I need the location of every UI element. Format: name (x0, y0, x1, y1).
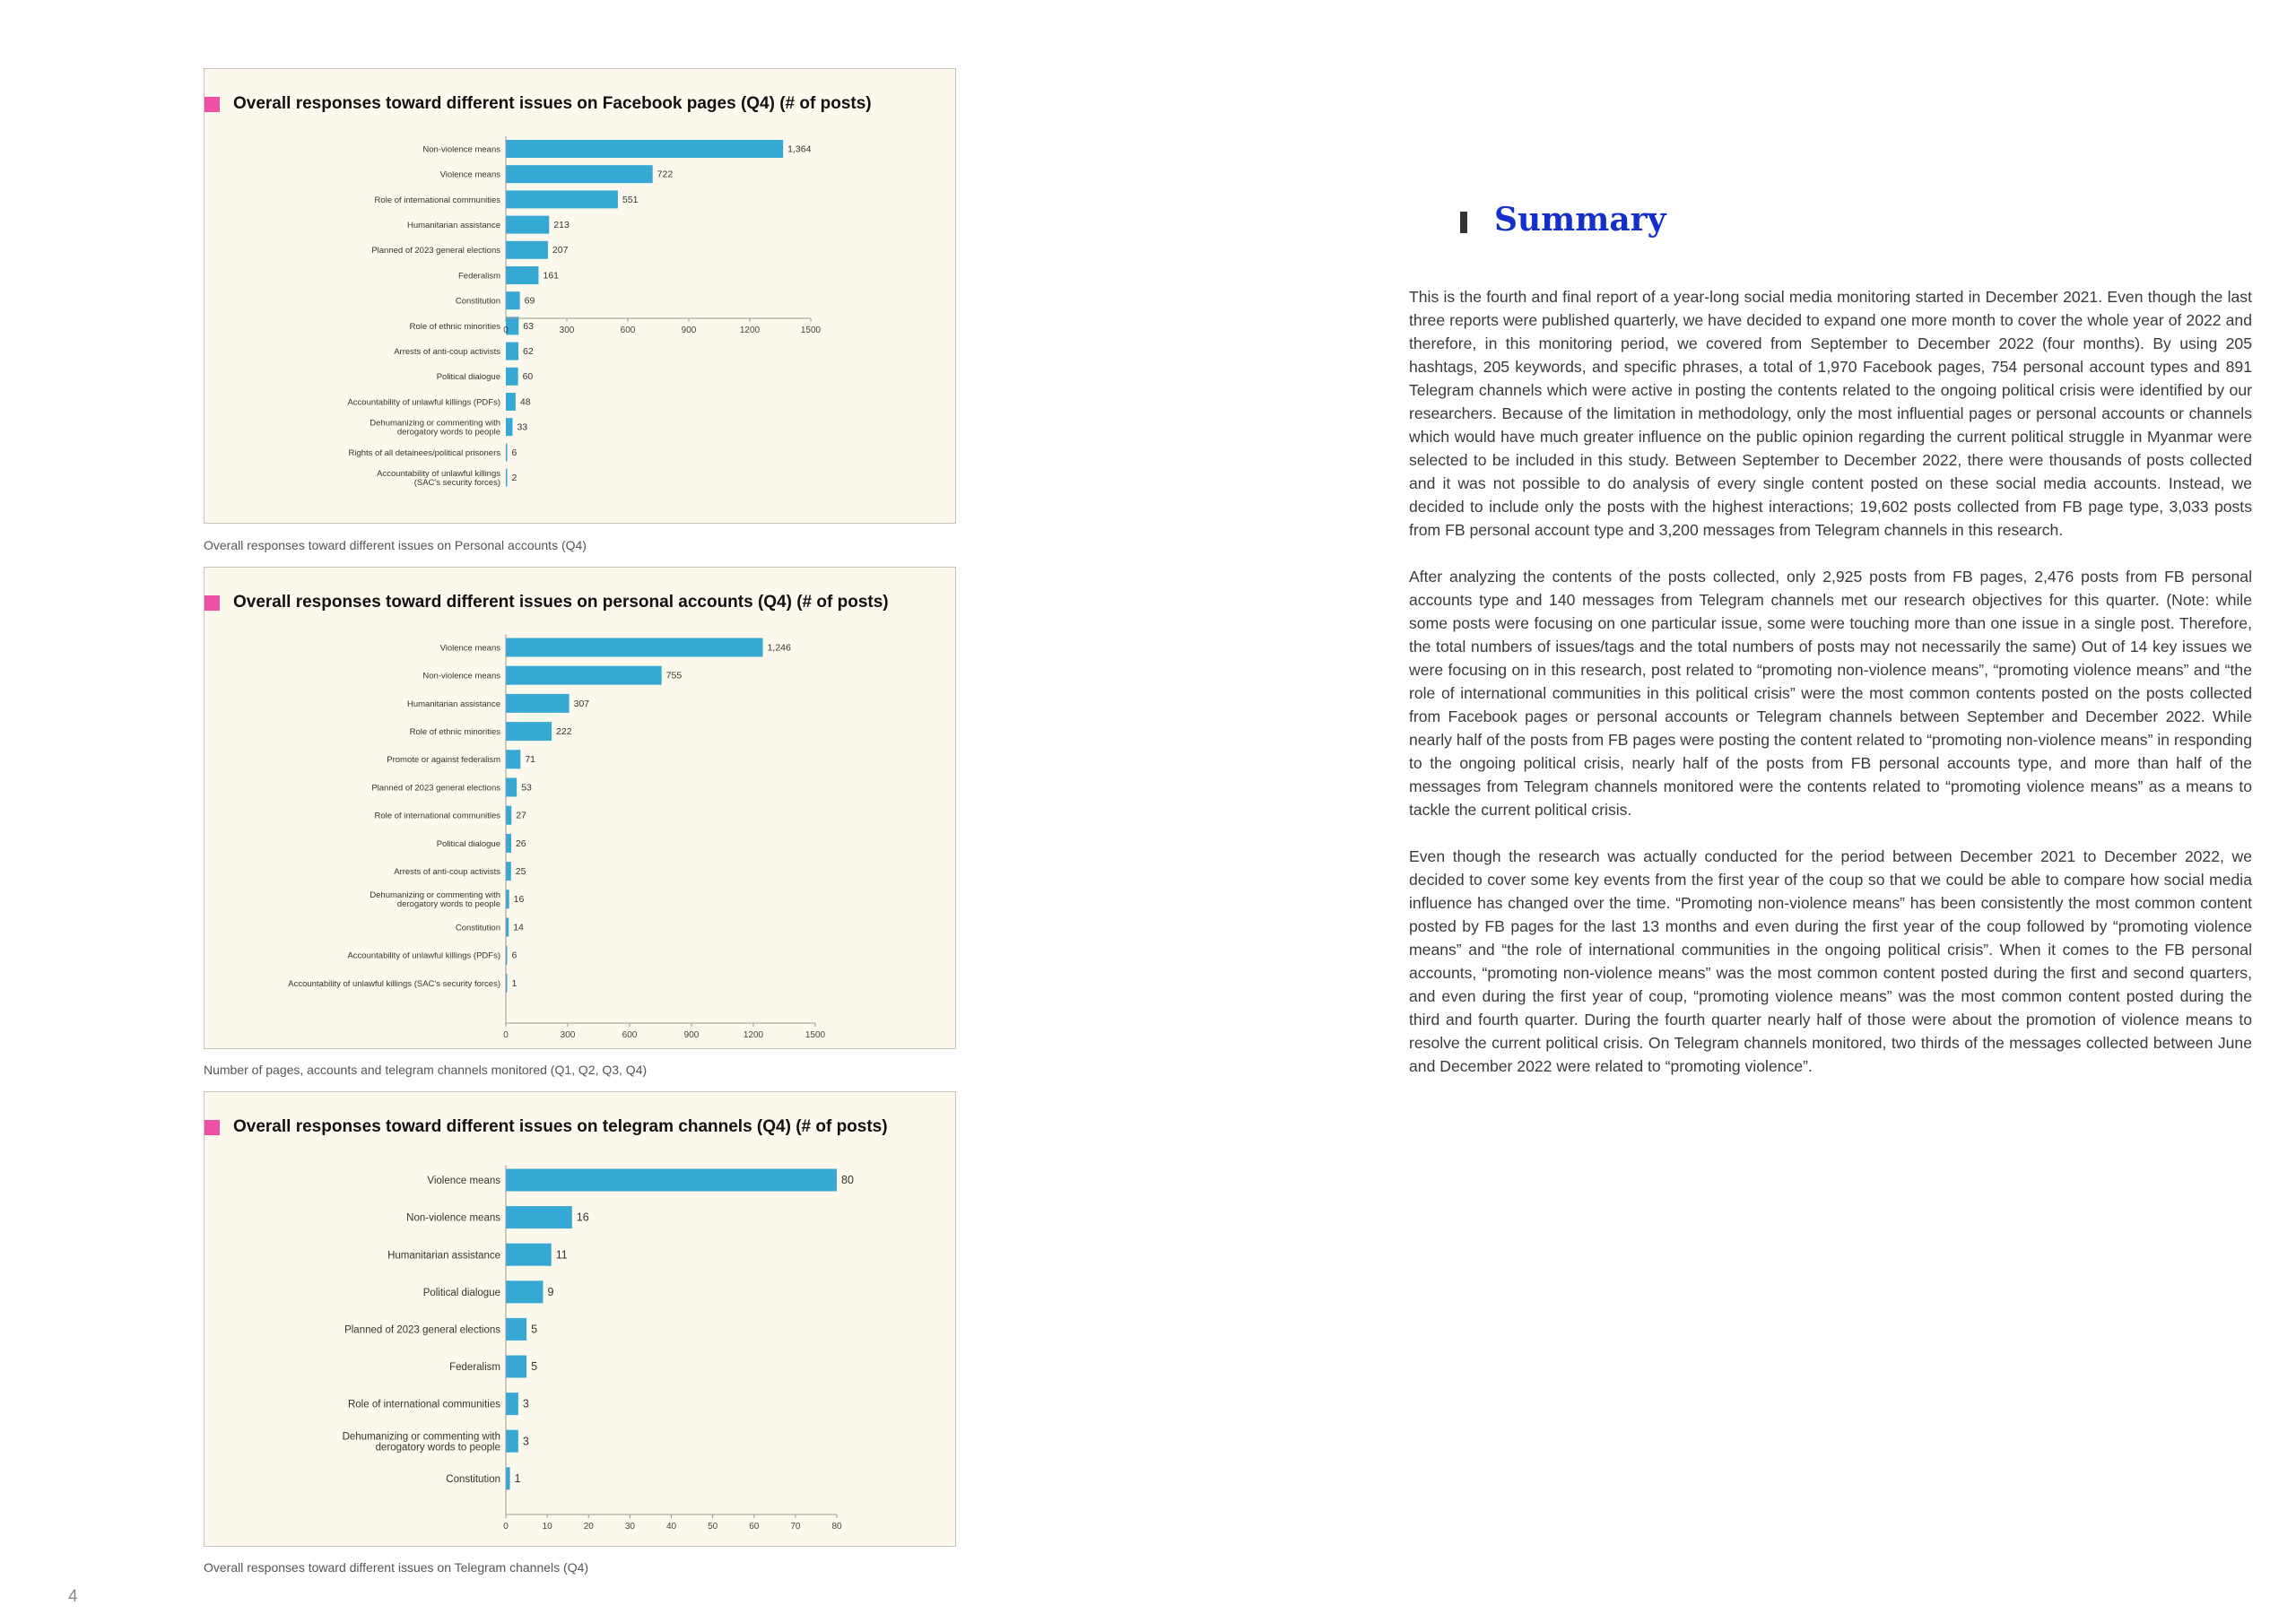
bar-value-label: 307 (573, 698, 590, 709)
category-label: Constitution (455, 923, 500, 933)
x-tick-label: 300 (559, 325, 575, 335)
category-label: derogatory words to people (396, 427, 500, 438)
summary-heading: Summary (1494, 201, 1666, 239)
bar-value-label: 1 (514, 1471, 521, 1485)
x-tick-label: 1500 (804, 1030, 826, 1040)
bar-value-label: 6 (511, 447, 517, 458)
category-label: Humanitarian assistance (406, 699, 500, 709)
summary-paragraph: After analyzing the contents of the posts collected, only 2,925 posts from FB pages, 2,476 posts from FB personal accounts type and 140 messages from Telegram channels met our research objectives for this quarter. (Note: while some posts were focusing on one particular issue, some were touching more than one issue in a single post. Therefore, the total numbers of issues/tags and the total numbers of posts may not necessarily the same) Out of 14 key issues we were focusing on in this research, post related to “promoting non-violence means”, “promoting violence means” and “the role of international communities in this political crisis” were the most common contents posted on the posts collected from Facebook pages or personal accounts or Telegram channels between September and December 2022. While nearly half of the posts from FB pages were posting the content related to “promoting non-violence means” in responding to the ongoing political crisis, nearly half of the posts from FB personal accounts type, and more than half of the messages from Telegram channels monitored were the contents related to “promoting violence means” as a means to tackle the current political crisis. (1409, 568, 2252, 819)
chart-bar (506, 722, 552, 741)
chart-bar (506, 890, 509, 908)
category-label: Accountability of unlawful killings (PDFs) (347, 950, 500, 961)
category-label: derogatory words to people (396, 899, 500, 910)
heading-marker (1460, 212, 1467, 233)
category-label: Humanitarian assistance (406, 221, 500, 231)
category-label: Non-violence means (422, 671, 500, 681)
bar-value-label: 207 (552, 245, 569, 256)
chart-bar (506, 1318, 526, 1341)
chart-bar (506, 1169, 837, 1192)
category-label: Dehumanizing or commenting with (342, 1431, 500, 1443)
bar-value-label: 551 (622, 194, 639, 205)
chart-bar (506, 750, 520, 768)
category-label: Federalism (458, 271, 500, 282)
chart-bar (506, 1430, 518, 1453)
x-tick-label: 300 (560, 1030, 576, 1040)
category-label: (SAC's security forces) (413, 478, 500, 489)
chart-bar (506, 1467, 510, 1489)
category-label: Violence means (439, 169, 500, 180)
chart-bar (506, 469, 508, 487)
bar-value-label: 53 (521, 782, 532, 794)
category-label: derogatory words to people (375, 1442, 500, 1454)
category-label: Promote or against federalism (387, 755, 500, 766)
summary-paragraph: This is the fourth and final report of a year-long social media monitoring started in December 2021. Even though the last three reports were published quarterly, we have decided to expand one more month to cover the whole year of 2022 and therefore, in this monitoring period, we covered from September to December 2022 (four months). By using 205 hashtags, 205 keywords, and specific phrases, a total of 1,970 Facebook pages, 754 personal account types and 891 Telegram channels which were active in posting the contents related to the ongoing political crisis were identified by our researchers. Because of the limitation in methodology, only the most influential pages or personal accounts or channels which would have much greater influence on the public opinion regarding the current political struggle in Myanmar were selected to be included in this study. Between September to December 2022, there were thousands of posts collected and it was not possible to do analysis of every single content posted on these social media accounts. Instead, we decided to include only the posts with the highest interactions; 19,602 posts collected from FB page type, 3,033 posts from FB personal account type and 3,200 messages from Telegram channels in this research. (1409, 288, 2252, 539)
bar-value-label: 80 (841, 1174, 854, 1187)
chart-bar (506, 291, 520, 309)
bar-value-label: 25 (515, 866, 526, 878)
bar-value-label: 27 (516, 810, 526, 821)
category-label: Role of international communities (374, 811, 500, 821)
bar-value-label: 755 (665, 670, 683, 681)
category-label: Non-violence means (406, 1212, 500, 1224)
chart-title: Overall responses toward different issues on telegram channels (Q4) (# of posts) (233, 1115, 888, 1139)
category-label: Political dialogue (422, 1287, 500, 1298)
bar-value-label: 3 (522, 1435, 529, 1448)
chart-bar (506, 834, 511, 853)
chart-bar (506, 140, 783, 158)
bar-value-label: 26 (515, 838, 526, 849)
category-label: Dehumanizing or commenting with (370, 418, 500, 429)
x-tick-label: 40 (665, 1522, 677, 1532)
x-tick-label: 600 (620, 325, 636, 335)
x-tick-label: 0 (503, 1522, 509, 1532)
category-label: Constitution (446, 1473, 500, 1485)
category-label: Dehumanizing or commenting with (370, 890, 500, 901)
bar-value-label: 5 (531, 1323, 538, 1336)
bar-value-label: 71 (525, 754, 536, 766)
chart-caption: Overall responses toward different issues on Telegram channels (Q4) (204, 1560, 589, 1575)
bar-chart-personal-accounts (204, 568, 957, 1050)
chart-bar (506, 266, 538, 284)
summary-body (1409, 285, 2252, 1101)
x-tick-label: 50 (708, 1522, 718, 1532)
bar-value-label: 5 (531, 1360, 538, 1374)
bar-chart-telegram-channels (204, 1092, 957, 1548)
chart-panel-facebook-pages (204, 68, 956, 524)
category-label: Role of ethnic minorities (409, 321, 500, 332)
chart-bar (506, 1206, 572, 1228)
category-label: Non-violence means (422, 144, 500, 155)
chart-bar (506, 165, 653, 183)
chart-bar (506, 1280, 544, 1303)
x-tick-label: 900 (683, 1030, 700, 1040)
bar-value-label: 161 (543, 270, 560, 282)
chart-panel-telegram-channels (204, 1091, 956, 1547)
chart-bar (506, 778, 517, 797)
chart-bar (506, 190, 618, 208)
bar-value-label: 1 (511, 977, 517, 989)
category-label: Violence means (439, 643, 500, 654)
x-tick-label: 0 (503, 325, 509, 335)
chart-bar (506, 241, 548, 259)
chart-bar (506, 806, 511, 825)
x-tick-label: 80 (831, 1522, 842, 1532)
chart-bar (506, 368, 518, 386)
bar-value-label: 222 (556, 726, 572, 738)
chart-bar (506, 694, 570, 713)
bar-chart-facebook-pages (204, 69, 957, 525)
bar-value-label: 213 (553, 220, 570, 231)
page-number: 4 (68, 1587, 78, 1606)
category-label: Planned of 2023 general elections (371, 246, 500, 256)
chart-bar (506, 1356, 526, 1378)
chart-bar (506, 666, 662, 685)
x-tick-label: 60 (749, 1522, 760, 1532)
bar-value-label: 69 (524, 295, 535, 307)
category-label: Role of international communities (347, 1399, 500, 1410)
x-tick-label: 1200 (739, 325, 761, 335)
chart-bar (506, 638, 763, 657)
bar-value-label: 63 (523, 320, 534, 332)
category-label: Accountability of unlawful killings (PDFs) (347, 397, 500, 408)
category-label: Planned of 2023 general elections (371, 783, 500, 794)
category-label: Arrests of anti-coup activists (394, 347, 500, 358)
x-tick-label: 1200 (743, 1030, 764, 1040)
category-label: Political dialogue (436, 372, 500, 383)
bar-value-label: 11 (555, 1248, 568, 1262)
category-label: Humanitarian assistance (387, 1250, 500, 1262)
x-tick-label: 10 (542, 1522, 552, 1532)
bar-value-label: 16 (576, 1211, 589, 1224)
x-tick-label: 20 (583, 1522, 594, 1532)
bar-value-label: 14 (513, 922, 524, 933)
chart-bar (506, 1393, 518, 1415)
chart-caption: Number of pages, accounts and telegram channels monitored (Q1, Q2, Q3, Q4) (204, 1063, 648, 1077)
category-label: Planned of 2023 general elections (344, 1324, 500, 1336)
chart-panel-personal-accounts (204, 567, 956, 1049)
bar-value-label: 9 (547, 1285, 554, 1298)
bar-value-label: 60 (522, 371, 534, 383)
chart-bar (506, 862, 511, 881)
chart-title: Overall responses toward different issues on Facebook pages (Q4) (# of posts) (233, 92, 872, 116)
x-tick-label: 900 (681, 325, 697, 335)
bar-value-label: 16 (513, 894, 525, 906)
chart-title: Overall responses toward different issues on personal accounts (Q4) (# of posts) (233, 591, 889, 614)
chart-bar (506, 443, 508, 461)
bar-value-label: 3 (522, 1397, 529, 1410)
chart-bar (506, 393, 516, 411)
category-label: Arrests of anti-coup activists (394, 867, 500, 878)
x-tick-label: 1500 (800, 325, 822, 335)
x-tick-label: 30 (624, 1522, 635, 1532)
bar-value-label: 6 (511, 950, 517, 961)
bar-value-label: 33 (517, 421, 528, 433)
category-label: Accountability of unlawful killings (SAC's security forces) (288, 978, 500, 989)
x-tick-label: 0 (503, 1030, 509, 1040)
category-label: Rights of all detainees/political prisoners (348, 447, 500, 458)
category-label: Political dialogue (436, 838, 500, 849)
bar-value-label: 722 (657, 169, 674, 180)
bar-value-label: 62 (523, 346, 534, 358)
summary-paragraph: Even though the research was actually conducted for the period between December 2021 to December 2022, we decided to cover some key events from the first year of the coup so that we could be able to compare how social media influence has changed over the time. “Promoting non-violence means” has been consistently the most common content posted by FB pages for the last 13 months and even during the first year of the coup followed by “promoting violence means” and “the role of international communities in the ongoing political crisis”. When it comes to the FB personal accounts, “promoting non-violence means” was the most common content posted during the first and second quarters, and even during the first year of coup, “promoting violence means” was the most common content posted during the third and fourth quarter. During the fourth quarter nearly half of those were about the promotion of violence means to resolve the current political crisis. On Telegram channels monitored, two thirds of the messages collected between June and December 2022 were related to “promoting violence”. (1409, 847, 2252, 1075)
chart-caption: Overall responses toward different issues on Personal accounts (Q4) (204, 538, 587, 552)
category-label: Role of international communities (374, 195, 500, 205)
bar-value-label: 48 (519, 396, 531, 408)
category-label: Constitution (455, 296, 500, 307)
bar-value-label: 2 (511, 473, 517, 484)
bar-value-label: 1,364 (787, 143, 812, 155)
x-tick-label: 600 (622, 1030, 638, 1040)
chart-bar (506, 216, 549, 234)
category-label: Violence means (427, 1176, 500, 1187)
category-label: Federalism (449, 1362, 500, 1374)
bar-value-label: 1,246 (767, 642, 791, 654)
chart-bar (506, 343, 518, 360)
category-label: Accountability of unlawful killings (377, 469, 500, 480)
chart-bar (506, 1244, 552, 1266)
x-tick-label: 70 (790, 1522, 801, 1532)
chart-bar (506, 418, 512, 436)
category-label: Role of ethnic minorities (409, 727, 500, 738)
